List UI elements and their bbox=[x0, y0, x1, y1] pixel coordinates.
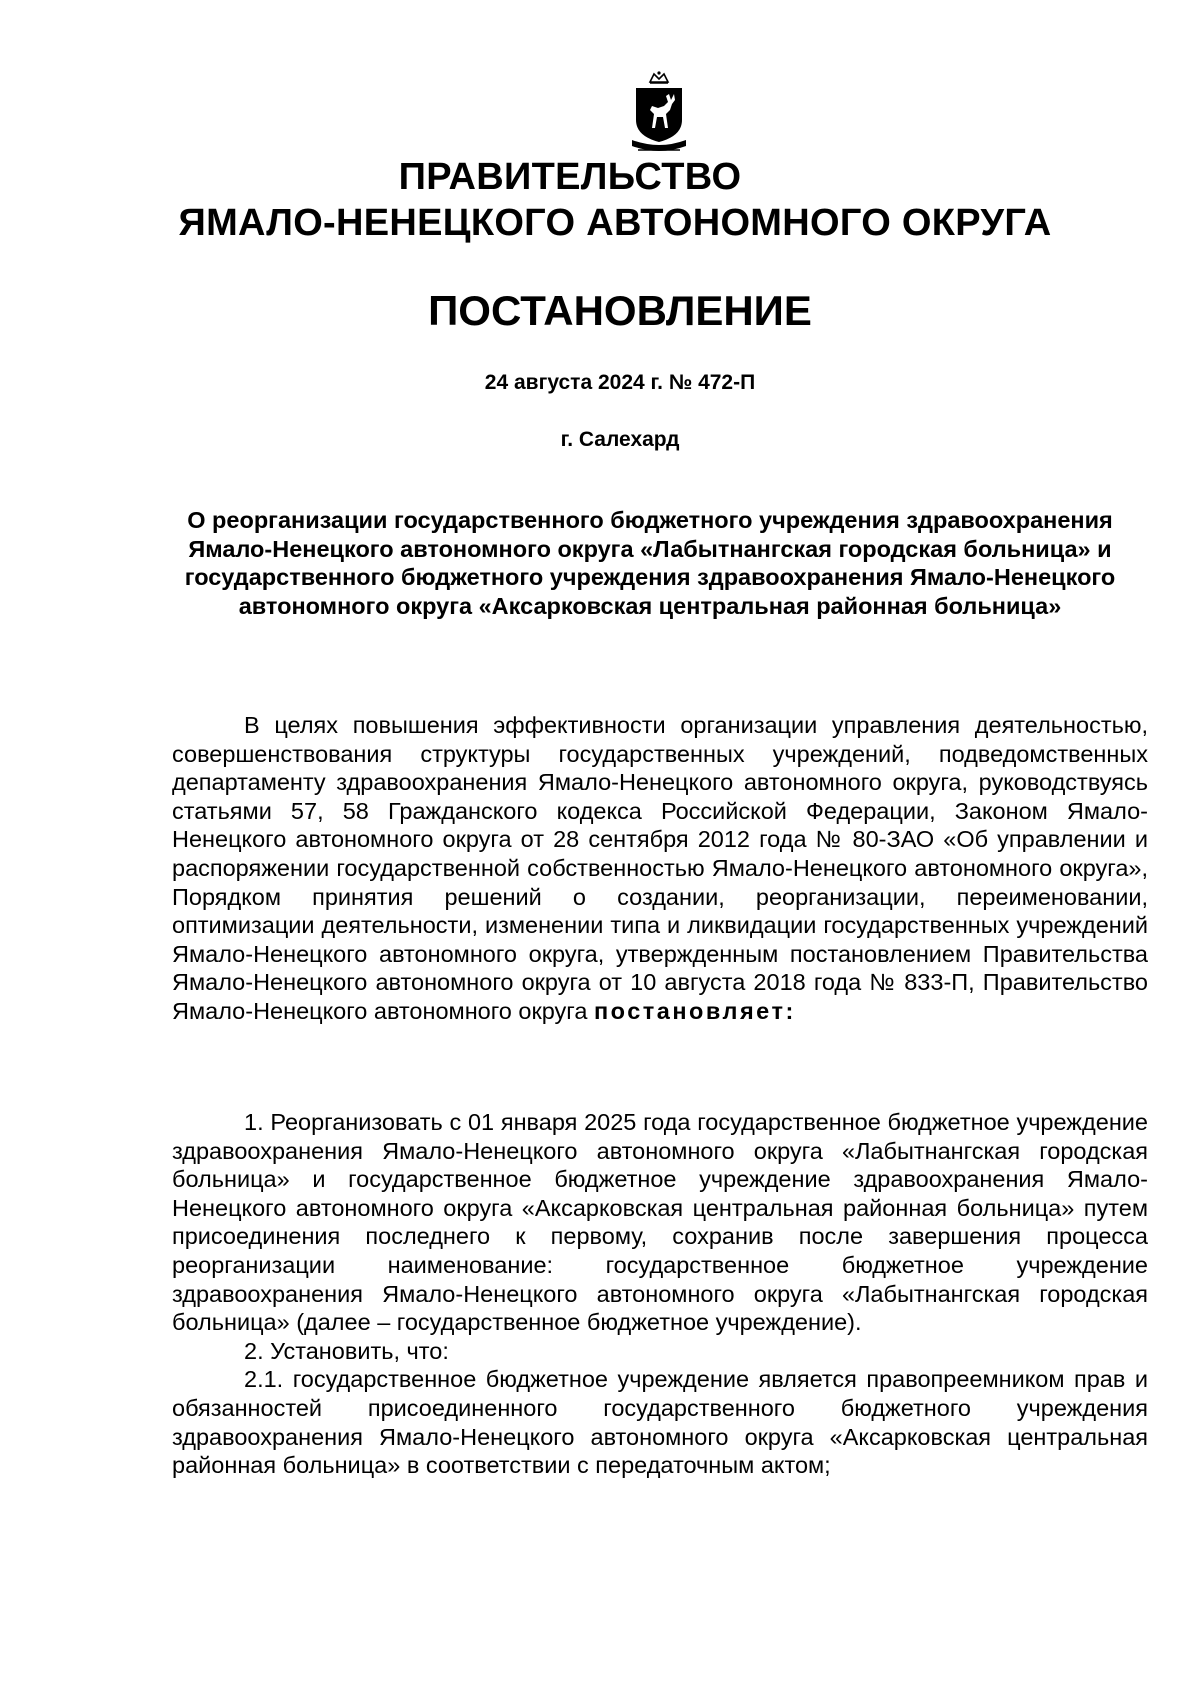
document-subject: О реорганизации государственного бюджетного учреждения здравоохранения Ямало-Ненецкого автономного округа «Лабытнангская городская больница» и государственного бюджетного учреждения здравоохранения Ямало-Ненецкого автономного округа «Аксарковская центральная районная больница» bbox=[184, 507, 1116, 619]
preamble bbox=[172, 711, 1148, 1026]
item-2-1: 2.1. государственное бюджетное учреждение является правопреемником прав и обязанностей присоединенного государственного бюджетного учреждения здравоохранения Ямало-Ненецкого автономного округа «Аксарковская центральная районная больница» в соответствии с передаточным актом; bbox=[172, 1366, 1148, 1479]
item-2: 2. Установить, что: bbox=[244, 1337, 449, 1364]
preamble-text: В целях повышения эффективности организации управления деятельностью, совершенствования структуры государственных учреждений, подведомственных департаменту здравоохранения Ямало-Ненецкого автономного округа, руководствуясь статьями 57, 58 Гражданского кодекса Российской Федерации, Законом Ямало-Ненецкого автономного округа от 28 сентября 2012 года № 80-ЗАО «Об управлении и распоряжении государственной собственностью Ямало-Ненецкого автономного округа», Порядком принятия решений о создании, реорганизации, переименовании, оптимизации деятельности, изменении типа и ликвидации государственных учреждений Ямало-Ненецкого автономного округа, утвержденным постановлением Правительства Ямало-Ненецкого автономного округа от 10 августа 2018 года № 833-П, Правительство Ямало-Ненецкого автономного округа bbox=[172, 712, 1148, 1024]
date-and-number: 24 августа 2024 г. № 472-П bbox=[484, 371, 756, 394]
coat-of-arms-icon bbox=[628, 70, 690, 154]
resolution-items bbox=[172, 1108, 1148, 1480]
item-1: 1. Реорганизовать с 01 января 2025 года государственное бюджетное учреждение здравоохранения Ямало-Ненецкого автономного округа «Лабытнангская городская больница» и государственное бюджетное учреждение здравоохранения Ямало-Ненецкого автономного округа «Аксарковская центральная районная больница» путем присоединения последнего к первому, сохранив после завершения процесса реорганизации наименование: государственное бюджетное учреждение здравоохранения Ямало-Ненецкого автономного округа «Лабытнангская городская больница» (далее – государственное бюджетное учреждение). bbox=[172, 1109, 1148, 1336]
document-type: ПОСТАНОВЛЕНИЕ bbox=[428, 287, 812, 334]
government-name-line1: ПРАВИТЕЛЬСТВО bbox=[398, 156, 742, 198]
resolves-word: постановляет: bbox=[593, 997, 796, 1024]
preamble-paragraph bbox=[172, 711, 1148, 1026]
government-name-line2: ЯМАЛО-НЕНЕЦКОГО АВТОНОМНОГО ОКРУГА bbox=[178, 202, 1052, 244]
city: г. Салехард bbox=[560, 428, 680, 451]
